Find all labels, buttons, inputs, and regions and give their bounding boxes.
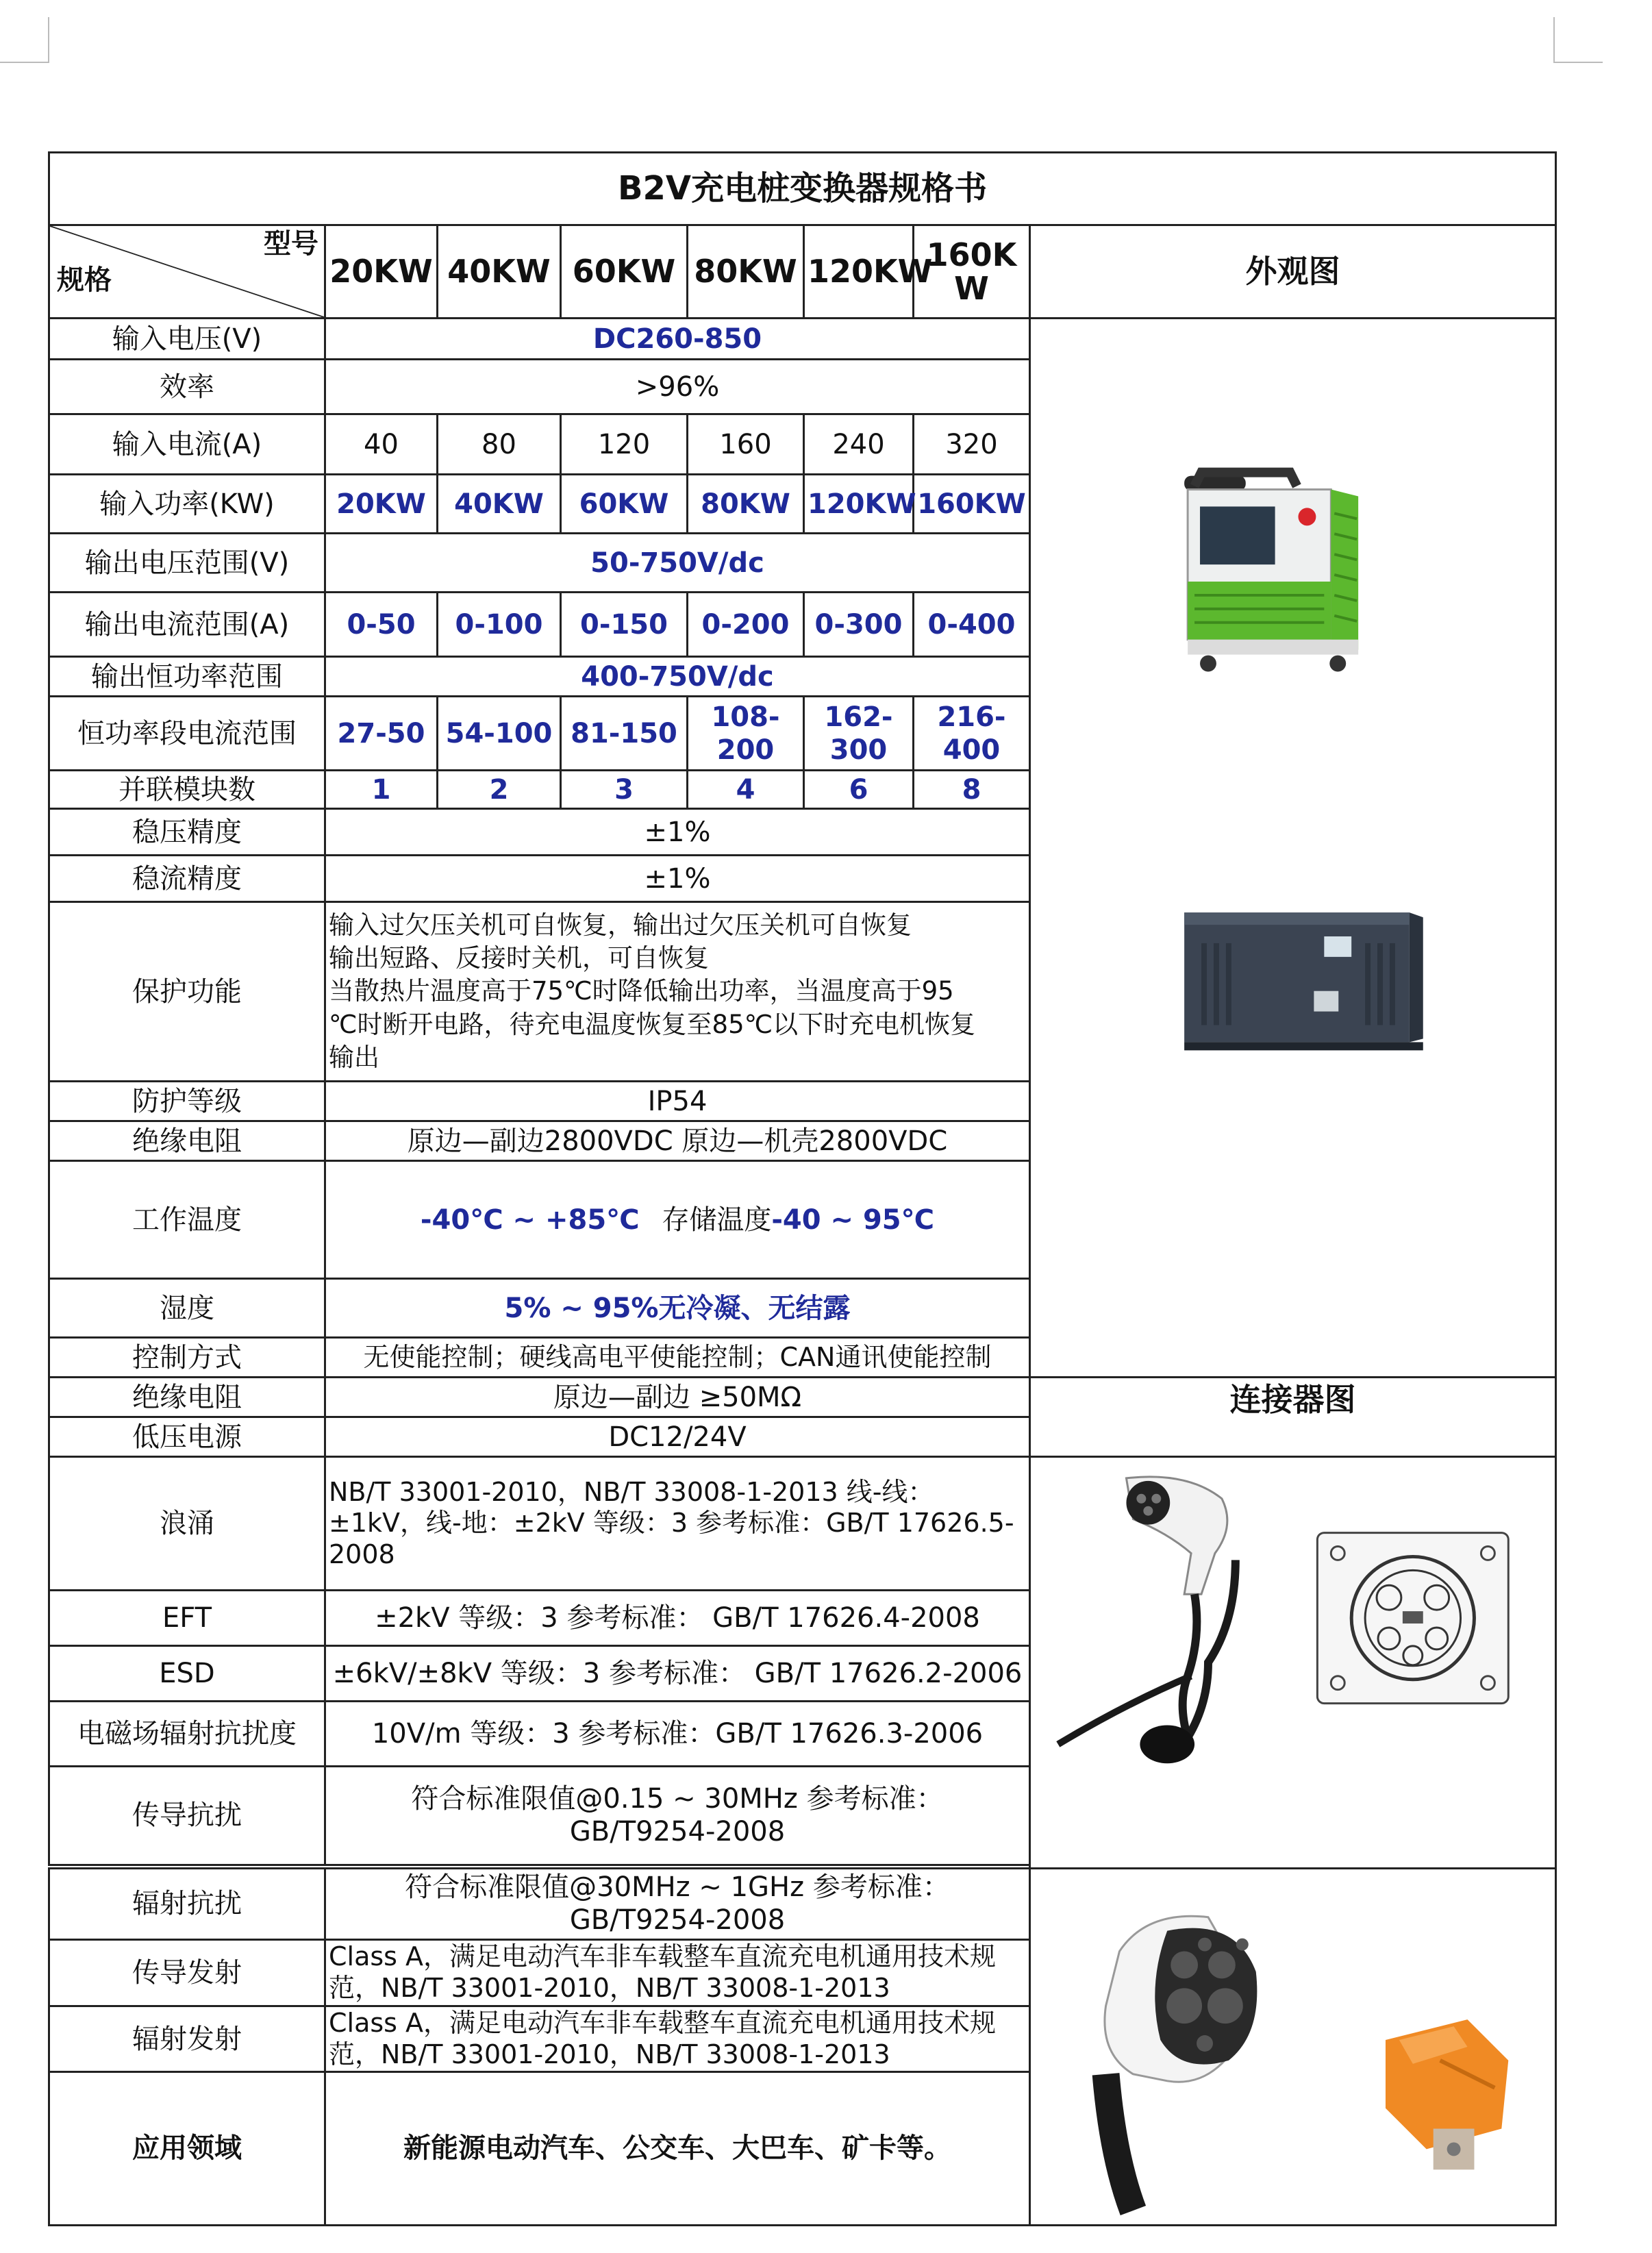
protection-line: 输入过欠压关机可自恢复，输出过欠压关机可自恢复 — [329, 910, 912, 941]
portable-charger-image — [1184, 473, 1358, 672]
row-label: 湿度 — [49, 1279, 325, 1338]
row-value: 120KW — [804, 475, 914, 534]
ac-charging-gun-image — [1058, 1477, 1236, 1763]
row-value: 162-300 — [804, 697, 914, 771]
row-value: 0-150 — [561, 593, 688, 657]
row-value: 符合标准限值@0.15 ~ 30MHz 参考标准： GB/T9254-2008 — [325, 1766, 1030, 1865]
row-label: 绝缘电阻 — [49, 1121, 325, 1161]
row-label: 输出电压范围(V) — [49, 534, 325, 593]
row-label: 电磁场辐射抗扰度 — [49, 1701, 325, 1766]
row-value: 5% ~ 95%无冷凝、无结露 — [325, 1279, 1030, 1338]
row-label: 输入电压(V) — [49, 319, 325, 360]
connector-images-bottom — [1030, 1868, 1556, 2225]
corner-model-label: 型号 — [264, 228, 318, 260]
row-value: 50-750V/dc — [325, 534, 1030, 593]
protection-line: 当散热片温度高于75℃时降低输出功率，当温度高于95 — [329, 976, 954, 1006]
protection-text — [325, 902, 1030, 1082]
header-corner — [49, 225, 325, 319]
row-value: ±2kV 等级：3 参考标准： GB/T 17626.4-2008 — [325, 1591, 1030, 1646]
row-label: 传导发射 — [49, 1940, 325, 2006]
row-value: 无使能控制；硬线高电平使能控制；CAN通讯使能控制 — [325, 1338, 1030, 1378]
sheet-title: B2V充电桩变换器规格书 — [49, 153, 1556, 225]
row-value: 320 — [914, 414, 1030, 475]
protection-line: 输出短路、反接时关机，可自恢复 — [329, 943, 709, 973]
spec-sheet — [48, 151, 1555, 2165]
connector-header: 连接器图 — [1030, 1378, 1556, 1457]
row-label: 传导抗扰 — [49, 1766, 325, 1865]
row-value: DC260-850 — [325, 319, 1030, 360]
row-label: 应用领域 — [49, 2072, 325, 2225]
model-header: 120KW — [804, 225, 914, 319]
row-label: 恒功率段电流范围 — [49, 697, 325, 771]
row-value: 2 — [438, 771, 561, 809]
row-label: 输出电流范围(A) — [49, 593, 325, 657]
appearance-images — [1030, 319, 1556, 1378]
row-value: 54-100 — [438, 697, 561, 771]
row-value: 108-200 — [688, 697, 804, 771]
row-label: 输入电流(A) — [49, 414, 325, 475]
connector-illustration-2 — [1031, 1869, 1555, 2224]
orange-connector-image — [1386, 2019, 1508, 2169]
row-value: 原边—副边2800VDC 原边—机壳2800VDC — [325, 1121, 1030, 1161]
row-label: 稳流精度 — [49, 856, 325, 902]
row-label: 低压电源 — [49, 1417, 325, 1457]
row-label: 工作温度 — [49, 1161, 325, 1279]
row-value: 40KW — [438, 475, 561, 534]
row-value: 4 — [688, 771, 804, 809]
row-value: DC12/24V — [325, 1417, 1030, 1457]
row-value: 8 — [914, 771, 1030, 809]
row-value: 80 — [438, 414, 561, 475]
row-value: 27-50 — [325, 697, 438, 771]
model-header: 80KW — [688, 225, 804, 319]
row-value: NB/T 33001-2010，NB/T 33008-1-2013 线-线：±1kV，线-地：±2kV 等级：3 参考标准：GB/T 17626.5-2008 — [325, 1457, 1030, 1591]
row-value: 81-150 — [561, 697, 688, 771]
row-value: ±1% — [325, 809, 1030, 856]
row-label: 输出恒功率范围 — [49, 657, 325, 697]
row-value: 240 — [804, 414, 914, 475]
row-value: 新能源电动汽车、公交车、大巴车、矿卡等。 — [325, 2072, 1030, 2225]
row-value: 60KW — [561, 475, 688, 534]
row-value: Class A，满足电动汽车非车载整车直流充电机通用技术规范，NB/T 33001-2010，NB/T 33008-1-2013 — [325, 2006, 1030, 2072]
storage-temp-range: -40 ~ 95℃ — [771, 1204, 935, 1236]
protection-line: ℃时断开电路，待充电温度恢复至85℃以下时充电机恢复 — [329, 1009, 976, 1039]
model-header: 40KW — [438, 225, 561, 319]
spec-table — [48, 151, 1557, 2226]
row-value: Class A，满足电动汽车非车载整车直流充电机通用技术规范，NB/T 33001-2010，NB/T 33008-1-2013 — [325, 1940, 1030, 2006]
corner-spec-label: 规格 — [57, 264, 112, 296]
row-value: 原边—副边 ≥50MΩ — [325, 1378, 1030, 1417]
row-value: 0-50 — [325, 593, 438, 657]
row-label: EFT — [49, 1591, 325, 1646]
dc-charging-gun-image — [1105, 1916, 1257, 2211]
row-value: 160KW — [914, 475, 1030, 534]
appearance-header: 外观图 — [1030, 225, 1556, 319]
model-header: 60KW — [561, 225, 688, 319]
row-value: 400-750V/dc — [325, 657, 1030, 697]
row-value: ±1% — [325, 856, 1030, 902]
model-header: 160K W — [914, 225, 1030, 319]
appearance-illustration — [1031, 319, 1555, 1376]
crop-mark-top-right — [1553, 17, 1603, 63]
row-value: 0-100 — [438, 593, 561, 657]
row-value: IP54 — [325, 1082, 1030, 1121]
row-value: 40 — [325, 414, 438, 475]
row-label: 控制方式 — [49, 1338, 325, 1378]
row-value: 0-300 — [804, 593, 914, 657]
storage-temp-label: 存储温度 — [662, 1204, 772, 1236]
connector-illustration-1 — [1031, 1458, 1555, 1867]
row-label: 稳压精度 — [49, 809, 325, 856]
row-value: 20KW — [325, 475, 438, 534]
row-value: 160 — [688, 414, 804, 475]
model-header: 20KW — [325, 225, 438, 319]
row-label: 绝缘电阻 — [49, 1378, 325, 1417]
row-label: 防护等级 — [49, 1082, 325, 1121]
row-label: 保护功能 — [49, 902, 325, 1082]
row-value: 3 — [561, 771, 688, 809]
row-label: 输入功率(KW) — [49, 475, 325, 534]
protection-line: 输出 — [329, 1042, 379, 1072]
row-value — [325, 1161, 1030, 1279]
row-value: 1 — [325, 771, 438, 809]
row-value: 0-400 — [914, 593, 1030, 657]
row-label: 辐射发射 — [49, 2006, 325, 2072]
row-value: >96% — [325, 360, 1030, 414]
crop-mark-top-left — [0, 17, 49, 63]
work-temp-range: -40℃ ~ +85℃ — [420, 1204, 640, 1236]
row-value: 符合标准限值@30MHz ~ 1GHz 参考标准： GB/T9254-2008 — [325, 1868, 1030, 1940]
row-value: 6 — [804, 771, 914, 809]
row-value: 80KW — [688, 475, 804, 534]
cabinet-charger-image — [1184, 912, 1423, 1050]
row-value: 120 — [561, 414, 688, 475]
row-label: 辐射抗扰 — [49, 1868, 325, 1940]
row-label: 并联模块数 — [49, 771, 325, 809]
row-label: 效率 — [49, 360, 325, 414]
connector-socket-image — [1317, 1533, 1508, 1704]
row-label: 浪涌 — [49, 1457, 325, 1591]
row-value: ±6kV/±8kV 等级：3 参考标准： GB/T 17626.2-2006 — [325, 1645, 1030, 1701]
row-value: 0-200 — [688, 593, 804, 657]
row-value: 10V/m 等级：3 参考标准：GB/T 17626.3-2006 — [325, 1701, 1030, 1766]
row-value: 216-400 — [914, 697, 1030, 771]
connector-images-top — [1030, 1457, 1556, 1869]
row-label: ESD — [49, 1645, 325, 1701]
